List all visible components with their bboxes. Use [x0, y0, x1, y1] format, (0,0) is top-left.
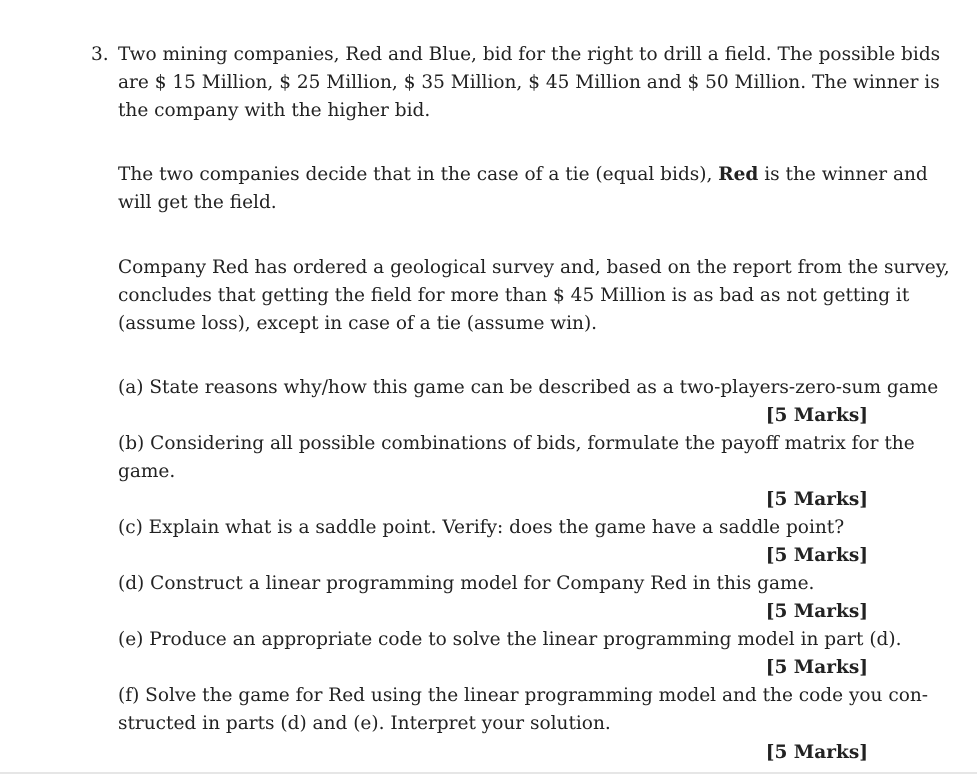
part-a-line-1: (a) State reasons why/how this game can be described as a two-players-zero-sum game [118, 377, 939, 398]
part-b-line-2: game. [118, 461, 176, 482]
tie-rule-text-before: The two companies decide that in the case of a tie (equal bids), [118, 164, 713, 185]
tie-rule-red-emphasis: Red [718, 164, 759, 185]
tie-rule-text-after: is the winner and [764, 164, 928, 185]
page-bottom-divider [0, 772, 977, 774]
intro-line-2: are $ 15 Million, $ 25 Million, $ 35 Million, $ 45 Million and $ 50 Million. The winner is [118, 72, 940, 93]
survey-line-3: (assume loss), except in case of a tie (assume win). [118, 313, 598, 334]
tie-rule-line-1 [118, 164, 928, 186]
intro-line-3: the company with the higher bid. [118, 100, 431, 121]
tie-rule-line-2: will get the field. [118, 192, 277, 213]
part-e-marks: [5 Marks] [765, 657, 868, 678]
part-c-marks: [5 Marks] [765, 545, 868, 566]
part-b-marks: [5 Marks] [765, 489, 868, 510]
part-c-line-1: (c) Explain what is a saddle point. Verify: does the game have a saddle point? [118, 517, 845, 538]
survey-line-1: Company Red has ordered a geological survey and, based on the report from the survey, [118, 257, 950, 278]
intro-line-1: Two mining companies, Red and Blue, bid for the right to drill a field. The possible bids [118, 44, 941, 65]
part-f-line-2: structed in parts (d) and (e). Interpret your solution. [118, 713, 611, 734]
question-number: 3. [91, 44, 109, 65]
part-a-marks: [5 Marks] [765, 405, 868, 426]
part-f-marks: [5 Marks] [765, 742, 868, 763]
part-d-marks: [5 Marks] [765, 601, 868, 622]
survey-line-2: concludes that getting the field for more than $ 45 Million is as bad as not getting it [118, 285, 910, 306]
part-b-line-1: (b) Considering all possible combinations of bids, formulate the payoff matrix for the [118, 433, 915, 454]
part-d-line-1: (d) Construct a linear programming model for Company Red in this game. [118, 573, 815, 594]
part-f-line-1: (f) Solve the game for Red using the linear programming model and the code you con- [118, 685, 929, 706]
part-e-line-1: (e) Produce an appropriate code to solve the linear programming model in part (d). [118, 629, 902, 650]
